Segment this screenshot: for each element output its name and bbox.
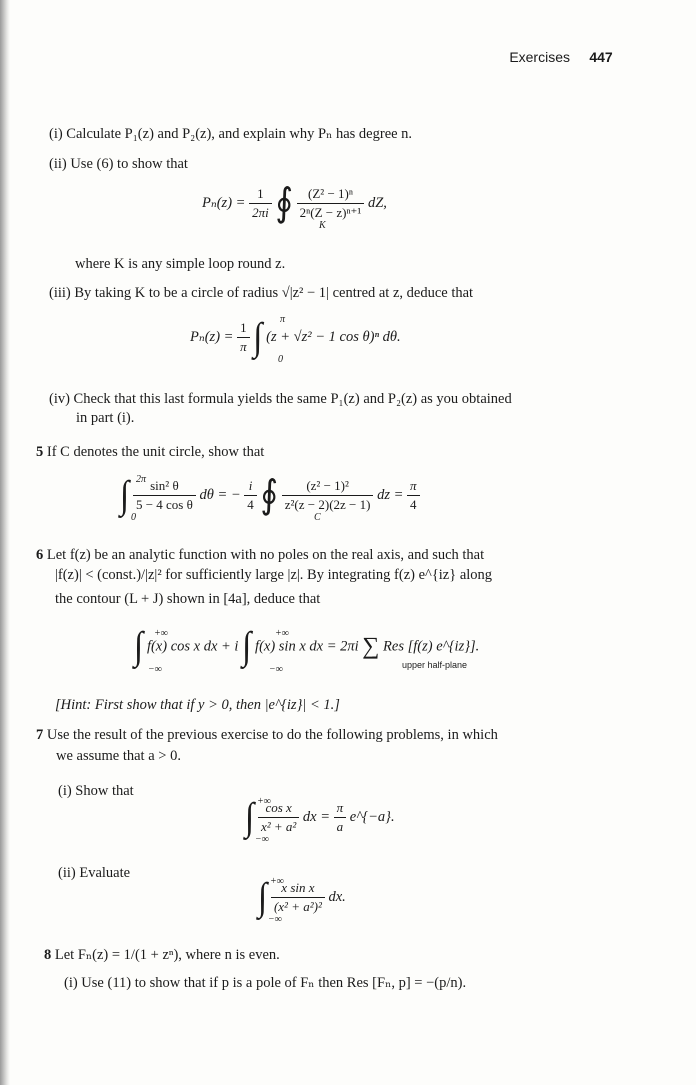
exercise-7 [36, 726, 498, 745]
eq7i-mid: dx = [302, 808, 331, 825]
exercise-8 [44, 946, 280, 965]
where-k: where K is any simple loop round z. [75, 256, 286, 272]
eq7ii-frac: $\frac{\text{x sin x}}{\text{(x² + a²)²}}$ [271, 880, 325, 915]
lim-K: K [319, 220, 326, 231]
eq5-frac2: $\frac{i}{4}$ [244, 478, 257, 513]
lim-minus-inf: −∞ [255, 834, 269, 845]
integral-sign: ∫ [245, 795, 255, 839]
integral-sign: ∫ [134, 625, 144, 668]
eq7i-rhs-frac: $\frac{\pi}{a}$ [334, 800, 347, 835]
eq2-lhs: Pₙ(z) = [190, 328, 234, 345]
equation-7ii [258, 875, 346, 925]
eq7ii-tail: dx. [328, 888, 346, 905]
eq2-coef: $\frac{1}{\pi}$ [237, 320, 250, 355]
lim-2pi: 2π [136, 474, 147, 485]
contour-integral-sign: ∮ [275, 181, 294, 225]
sum-label: upper half-plane [402, 660, 468, 670]
ex6-line3: the contour (L + J) shown in [4a], deduce that [55, 591, 321, 607]
eq5-frac3: $\frac{\text{(z² − 1)²}}{\text{z²(z − 2)(2z − 1)}}$ [282, 478, 374, 513]
eq-pn-coef: $\frac{1}{2\pi i}$ [249, 186, 272, 221]
lim-zero: 0 [131, 512, 136, 523]
eq2-body: (z + √z² − 1 cos θ)ⁿ dθ. [266, 328, 401, 345]
lim-plus-inf: +∞ [257, 796, 271, 807]
contour-integral-sign: ∮ [260, 473, 279, 517]
part-ii: (ii) Use (6) to show that [49, 156, 188, 172]
ex7-part-i: (i) Show that [58, 783, 134, 799]
ex6-line1: Let f(z) be an analytic function with no poles on the real axis, and such that [46, 547, 485, 563]
part-iv-line1: (iv) Check that this last formula yields the same P₁(z) and P₂(z) as you obtained [49, 391, 512, 407]
ex8-number: 8 [44, 947, 52, 963]
integral-sign: ∫ [120, 473, 130, 517]
eq7i-tail: e^{−a}. [349, 808, 395, 825]
ex5-text: If C denotes the unit circle, show that [46, 444, 265, 460]
exercise-5 [36, 443, 264, 462]
eq5-tail: dz = [377, 486, 404, 503]
equation-pn-integral [190, 314, 401, 365]
integral-sign: ∫ [258, 875, 268, 919]
part-iii: (iii) By taking K to be a circle of radius √|z² − 1| centred at z, deduce that [49, 285, 474, 301]
page-number: 447 [589, 49, 613, 65]
lim-minus-inf: −∞ [268, 914, 282, 925]
eq7i-frac: $\frac{\text{cos x}}{\text{x² + a²}}$ [258, 800, 299, 835]
eq5-mid: dθ = − [199, 486, 241, 503]
lim-minus-inf: −∞ [148, 664, 162, 675]
eq6-c: Res [f(z) e^{iz}]. [383, 638, 480, 655]
integral-sign: ∫ [242, 625, 252, 668]
header-title: Exercises [509, 49, 570, 65]
lim-plus-inf: +∞ [270, 876, 284, 887]
eq6-b: f(x) sin x dx = 2πi [255, 638, 359, 655]
lim-minus-inf: −∞ [269, 664, 283, 675]
equation-pn-contour [202, 181, 387, 231]
page-edge-shadow [0, 0, 10, 1085]
eq5-frac4: $\frac{\pi}{4}$ [407, 478, 420, 513]
equation-5 [120, 473, 420, 523]
ex5-number: 5 [36, 444, 44, 460]
lim-C: C [314, 512, 321, 523]
lim-pi: π [280, 314, 286, 325]
hint: [Hint: First show that if y > 0, then |e^{iz}| < 1.] [55, 697, 340, 713]
sum-sign: ∑ [362, 633, 380, 660]
eq6-a: f(x) cos x dx + i [146, 638, 239, 655]
ex7-number: 7 [36, 727, 44, 743]
ex6-line2: |f(z)| < (const.)/|z|² for sufficiently large |z|. By integrating f(z) e^{iz} along [55, 567, 493, 583]
equation-7i [245, 795, 395, 845]
exercise-6 [36, 546, 484, 565]
part-i: (i) Calculate P₁(z) and P₂(z), and explain why Pₙ has degree n. [49, 126, 413, 142]
ex7-line2: we assume that a > 0. [56, 748, 181, 764]
eq-pn-fraction: $\frac{\text{(Z² − 1)ⁿ}}{\text{2ⁿ(Z − z)ⁿ⁺¹}}$ [297, 186, 365, 221]
part-iv-line2: in part (i). [76, 410, 135, 426]
ex7-line1: Use the result of the previous exercise to do the following problems, in which [46, 727, 498, 743]
ex6-number: 6 [36, 547, 44, 563]
integral-sign: ∫ [253, 315, 263, 359]
eq5-frac1: $\frac{\text{sin² θ}}{\text{5 − 4 cos θ}}$ [133, 478, 196, 513]
running-header [509, 49, 613, 65]
lim-plus-inf: +∞ [275, 628, 289, 639]
lim-plus-inf: +∞ [154, 628, 168, 639]
equation-6 [134, 625, 480, 675]
ex8-text: Let Fₙ(z) = 1/(1 + zⁿ), where n is even. [54, 947, 280, 963]
eq-pn-lhs: Pₙ(z) = [202, 194, 246, 211]
ex8-part-i: (i) Use (11) to show that if p is a pole of Fₙ then Res [Fₙ, p] = −(p/n). [64, 975, 467, 991]
eq-pn-tail: dZ, [367, 194, 387, 211]
ex7-part-ii: (ii) Evaluate [58, 865, 131, 881]
lim-zero: 0 [278, 354, 283, 365]
